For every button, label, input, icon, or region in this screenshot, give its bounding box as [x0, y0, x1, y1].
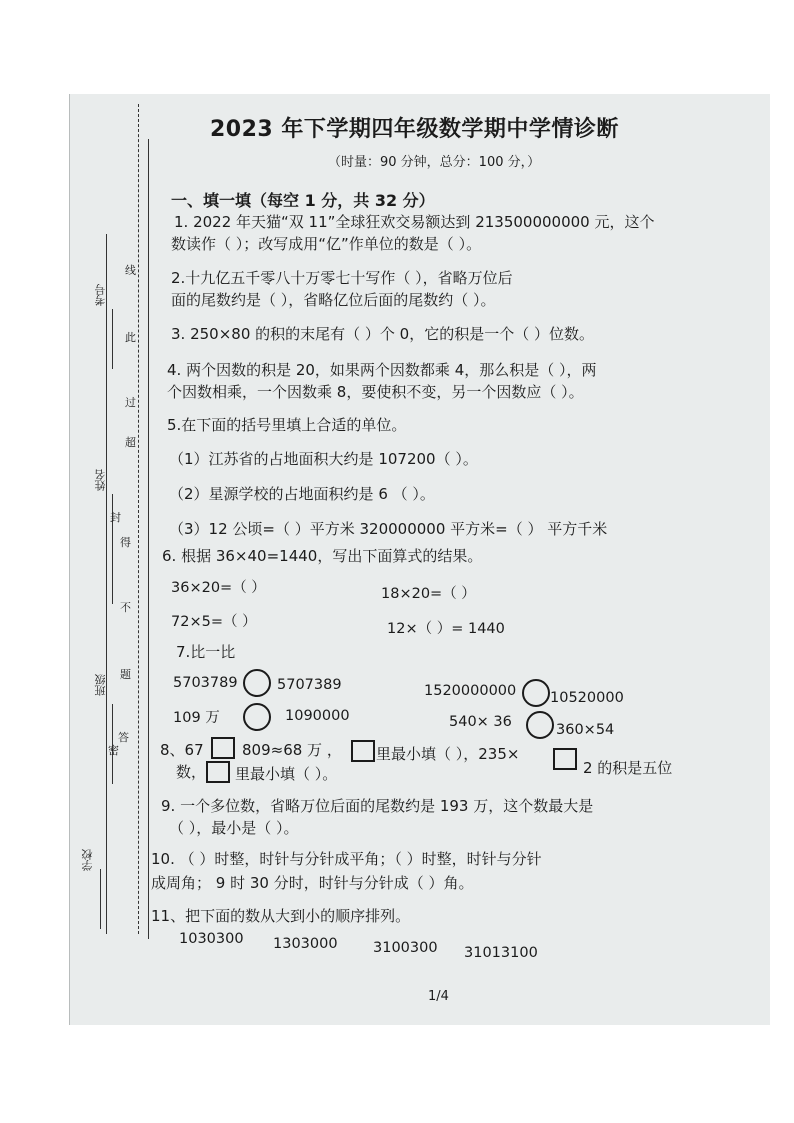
question-1-line-1: 1. 2022 年天猫“双 11”全球狂欢交易额达到 213500000000 元，这个	[174, 213, 655, 231]
question-6-item: 18×20=（ ）	[381, 586, 476, 602]
question-10-line-2: 成周角； 9 时 30 分时，时针与分针成（ ）角。	[151, 874, 474, 892]
question-11-number: 31013100	[464, 945, 538, 961]
question-8-text: 数，	[176, 763, 207, 781]
compare-circle[interactable]	[243, 669, 271, 697]
compare-circle[interactable]	[243, 703, 271, 731]
compare-right: 10520000	[550, 690, 624, 706]
section-heading: 一、填一填（每空 1 分，共 32 分）	[171, 191, 435, 210]
seal-char: 超	[125, 436, 136, 449]
seal-char: 线	[125, 264, 136, 277]
compare-circle[interactable]	[526, 711, 554, 739]
question-9-line-1: 9. 一个多位数，省略万位后面的尾数约是 193 万，这个数最大是	[161, 797, 594, 815]
compare-left: 109 万	[173, 710, 220, 726]
seal-char: 密	[108, 744, 119, 757]
question-11-number: 1303000	[273, 936, 338, 952]
compare-left: 540× 36	[449, 714, 512, 730]
question-8-text: 8、67	[160, 741, 204, 759]
question-4-line-2: 个因数相乘，一个因数乘 8，要使积不变，另一个因数应（ ）。	[167, 383, 584, 401]
field-exam-number: 考号	[94, 284, 107, 306]
field-name: 姓名	[94, 469, 107, 491]
compare-right: 1090000	[285, 708, 350, 724]
question-8-text: 里最小填（ ），235×	[376, 745, 520, 763]
field-blank-line	[100, 869, 101, 929]
fill-box[interactable]	[206, 761, 230, 783]
seal-char: 答	[118, 731, 129, 744]
fill-box[interactable]	[553, 748, 577, 770]
question-1-line-2: 数读作（ ）；改写成用“亿”作单位的数是（ ）。	[171, 235, 482, 253]
compare-right: 360×54	[556, 722, 615, 738]
field-blank-line	[112, 309, 113, 369]
compare-left: 1520000000	[424, 683, 517, 699]
question-5-item-3: （3）12 公顷=（ ）平方米 320000000 平方米=（ ） 平方千米	[169, 520, 608, 538]
question-2-line-1: 2.十九亿五千零八十万零七十写作（ ），省略万位后	[171, 269, 513, 287]
question-6-item: 12×（ ）= 1440	[387, 621, 505, 637]
question-11-number: 3100300	[373, 940, 438, 956]
question-5-stem: 5.在下面的括号里填上合适的单位。	[167, 416, 407, 434]
compare-circle[interactable]	[522, 679, 550, 707]
question-11-number: 1030300	[179, 931, 244, 947]
question-8-text: 2 的积是五位	[583, 759, 673, 777]
seal-char: 此	[125, 331, 136, 344]
field-class: 班级	[94, 674, 107, 696]
exam-sheet	[69, 94, 770, 1025]
question-8-text: 809≈68 万 ，	[242, 741, 342, 759]
seal-char: 得	[120, 536, 131, 549]
fill-box[interactable]	[211, 737, 235, 759]
question-6-stem: 6. 根据 36×40=1440，写出下面算式的结果。	[162, 547, 483, 565]
question-5-item-2: （2）星源学校的占地面积约是 6 （ ）。	[169, 485, 435, 503]
question-11-stem: 11、把下面的数从大到小的顺序排列。	[151, 907, 411, 925]
margin-line-outer	[148, 139, 149, 939]
page-number: 1/4	[428, 989, 449, 1004]
compare-left: 5703789	[173, 675, 238, 691]
compare-right: 5707389	[277, 677, 342, 693]
margin-dashed-line	[138, 104, 139, 934]
seal-char: 过	[125, 396, 136, 409]
question-9-line-2: （ ），最小是（ ）。	[169, 819, 299, 837]
exam-subtitle: （时量：90 分钟，总分：100 分，）	[328, 155, 541, 170]
question-7-stem: 7.比一比	[176, 643, 236, 661]
field-school: 学校	[81, 849, 94, 871]
question-10-line-1: 10. （ ）时整，时针与分针成平角；（ ）时整，时针与分针	[151, 850, 542, 868]
question-6-item: 72×5=（ ）	[171, 614, 257, 630]
fill-box[interactable]	[351, 740, 375, 762]
margin-line-inner	[106, 234, 107, 934]
exam-title: 2023 年下学期四年级数学期中学情诊断	[210, 117, 619, 142]
question-5-item-1: （1）江苏省的占地面积大约是 107200（ ）。	[169, 450, 478, 468]
question-4-line-1: 4. 两个因数的积是 20，如果两个因数都乘 4，那么积是（ ），两	[167, 361, 597, 379]
seal-char: 不	[120, 601, 131, 614]
seal-char: 封	[110, 511, 121, 524]
question-2-line-2: 面的尾数约是（ ），省略亿位后面的尾数约（ ）。	[171, 291, 496, 309]
question-8-text: 里最小填（ ）。	[235, 765, 338, 783]
question-3: 3. 250×80 的积的末尾有（ ）个 0，它的积是一个（ ）位数。	[171, 325, 594, 343]
question-6-item: 36×20=（ ）	[171, 580, 266, 596]
seal-char: 题	[120, 668, 131, 681]
